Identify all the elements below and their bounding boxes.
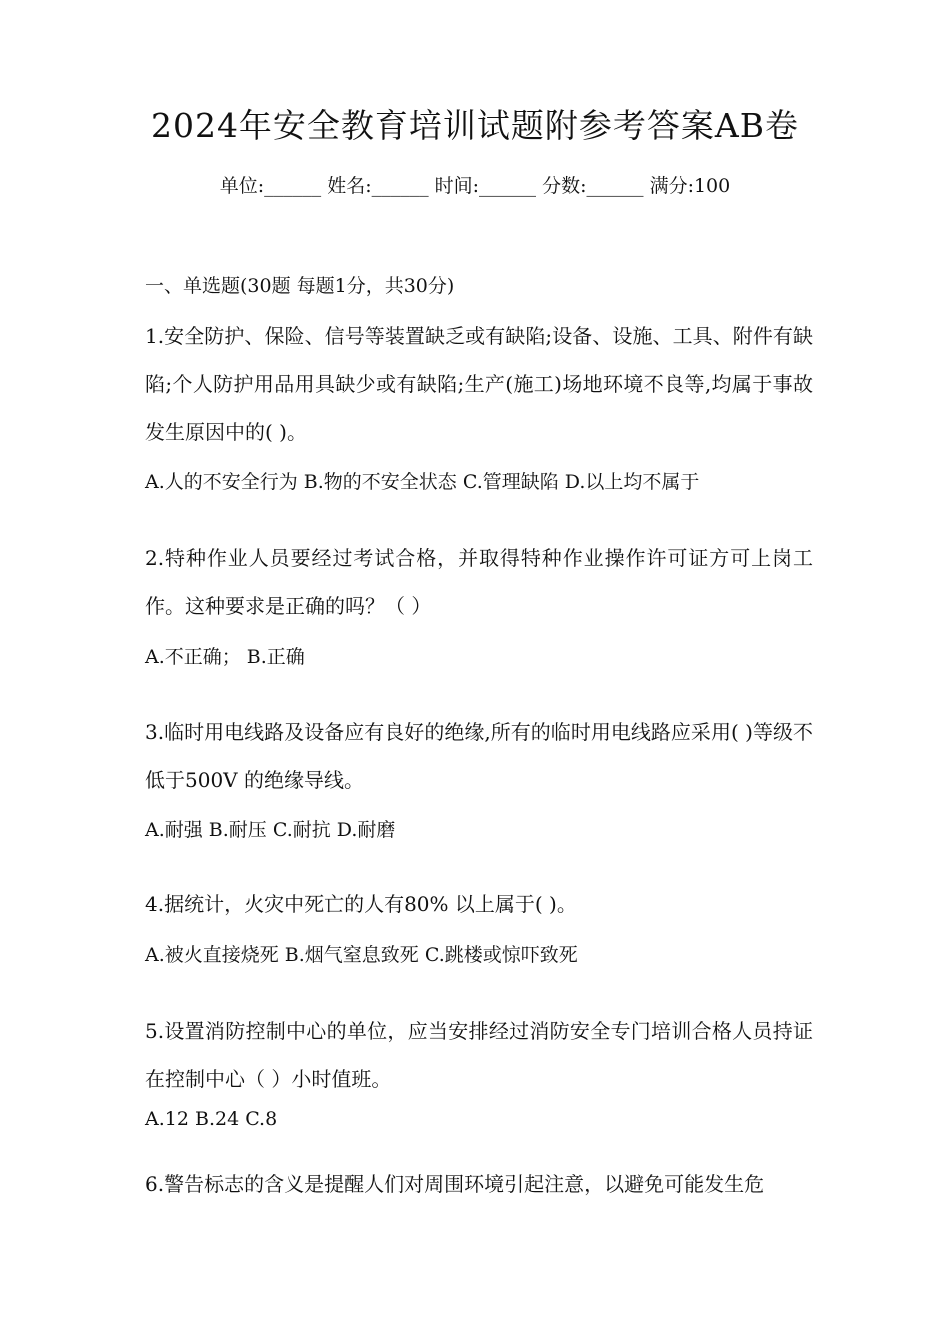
document-title: 2024年安全教育培训试题附参考答案AB卷	[150, 106, 800, 145]
exam-info-line	[0, 172, 950, 200]
question-2-options: A.不正确； B.正确	[145, 646, 305, 668]
section-heading: 一、单选题(30题 每题1分，共30分)	[145, 275, 455, 297]
question-1: 1.安全防护、保险、信号等装置缺乏或有缺陷;设备、设施、工具、附件有缺陷;个人防护用品用具缺少或有缺陷;生产(施工)场地环境不良等,均属于事故发生原因中的( )。	[145, 324, 813, 444]
question-1-options: A.人的不安全行为 B.物的不安全状态 C.管理缺陷 D.以上均不属于	[145, 471, 700, 493]
name-field: 姓名:______	[327, 175, 429, 197]
full-score: 满分:100	[649, 175, 731, 197]
question-4: 4.据统计，火灾中死亡的人有80% 以上属于( )。	[145, 892, 577, 916]
question-5: 5.设置消防控制中心的单位，应当安排经过消防安全专门培训合格人员持证在控制中心（ ）小时值班。	[145, 1019, 813, 1091]
score-field: 分数:______	[542, 175, 644, 197]
question-6: 6.警告标志的含义是提醒人们对周围环境引起注意，以避免可能发生危	[145, 1172, 765, 1196]
question-5-options: A.12 B.24 C.8	[145, 1108, 278, 1130]
question-4-options: A.被火直接烧死 B.烟气窒息致死 C.跳楼或惊吓致死	[145, 944, 578, 966]
time-field: 时间:______	[434, 175, 537, 197]
question-2: 2.特种作业人员要经过考试合格，并取得特种作业操作许可证方可上岗工作。这种要求是正确的吗？（ ）	[145, 546, 813, 618]
unit-field: 单位:______	[219, 175, 322, 197]
question-3: 3.临时用电线路及设备应有良好的绝缘,所有的临时用电线路应采用( )等级不低于500V 的绝缘导线。	[145, 720, 813, 792]
question-3-options: A.耐强 B.耐压 C.耐抗 D.耐磨	[145, 819, 396, 841]
